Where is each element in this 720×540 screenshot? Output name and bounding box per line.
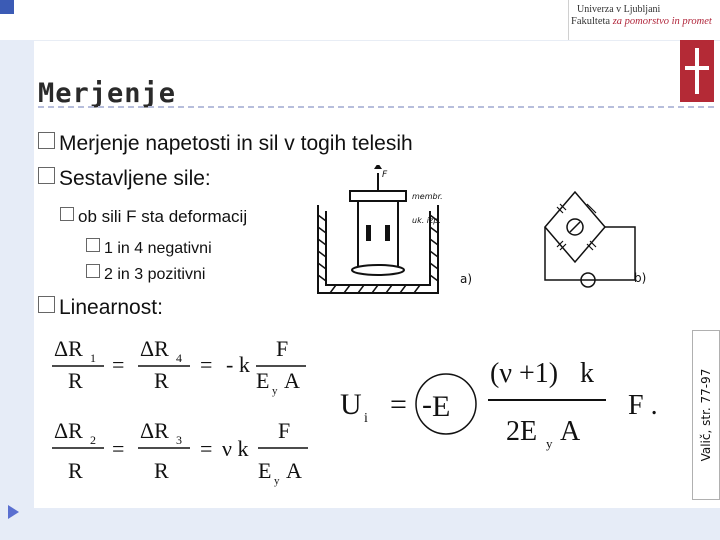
- slide-title: Merjenje: [38, 78, 177, 109]
- diagram-label-a: a): [460, 272, 473, 286]
- f2-r: R: [68, 458, 83, 483]
- bullet-box-icon: [38, 296, 55, 313]
- f2-r2: R: [154, 458, 169, 483]
- formula-1: [52, 336, 306, 397]
- sub-sub-bullet-2: [86, 264, 205, 284]
- f2-y: y: [274, 475, 280, 487]
- svg-text:=: =: [112, 436, 125, 461]
- formula-2: [52, 418, 308, 487]
- f1-a: A: [284, 368, 300, 393]
- bullet-3-text: Linearnost:: [59, 296, 163, 319]
- bullet-3: [38, 296, 163, 320]
- svg-text:-: -: [422, 388, 432, 421]
- diagram-label-b: b): [634, 271, 647, 285]
- bridge-circuit-diagram: [530, 182, 680, 294]
- f1-r: R: [68, 368, 83, 393]
- bullet-2: [38, 167, 211, 191]
- f3-i: i: [364, 411, 368, 426]
- faculty-name-italic: za pomorstvo in promet: [612, 16, 712, 27]
- f2-sub3: 3: [176, 433, 182, 447]
- sub-bullet-1-text: ob sili F sta deformacij: [78, 207, 248, 226]
- bullet-box-icon: [86, 264, 100, 278]
- f2-sub: 2: [90, 433, 96, 447]
- f3-2e: 2E: [506, 416, 538, 447]
- sub-sub-bullet-2-text: 2 in 3 pozitivni: [104, 266, 206, 283]
- source-reference: [692, 330, 720, 500]
- formula-3: [340, 358, 658, 451]
- f2-e: E: [258, 458, 272, 483]
- f1-e: E: [256, 368, 270, 393]
- f3-nu-plus-1: (ν +1): [490, 358, 559, 389]
- university-name: Univerza v Ljubljani: [577, 4, 661, 15]
- f1-sub: 1: [90, 351, 96, 365]
- f1-sub4: 4: [176, 351, 182, 365]
- source-reference-text: Valič, str. 77-97: [699, 368, 713, 462]
- sub-bullet-1: [60, 207, 247, 227]
- f1-delta-r4: ΔR: [140, 336, 169, 361]
- bullet-box-icon: [38, 167, 55, 184]
- diagram-note-2: uk. izp.: [412, 216, 441, 225]
- svg-text:=: =: [112, 352, 125, 377]
- f1-y: y: [272, 385, 278, 397]
- faculty-prefix: Fakulteta: [571, 16, 611, 27]
- f3-e: E: [432, 390, 451, 423]
- bullet-box-icon: [38, 132, 55, 149]
- f2-delta-r: ΔR: [54, 418, 83, 443]
- f1-delta-r: ΔR: [54, 336, 83, 361]
- f1-minus-k: - k: [226, 352, 250, 377]
- load-cell-diagram: [300, 165, 480, 300]
- bullet-1-text: Merjenje napetosti in sil v togih telesih: [59, 132, 413, 155]
- next-slide-arrow-icon[interactable]: [8, 505, 19, 519]
- diagram-note-1: membr.: [412, 192, 443, 201]
- f3-f: F .: [628, 390, 658, 421]
- bullet-2-text: Sestavljene sile:: [59, 167, 211, 190]
- f2-nu-k: ν k: [222, 436, 249, 461]
- f2-f: F: [278, 418, 291, 443]
- bottom-bar: [0, 508, 720, 540]
- faculty-name: [571, 16, 712, 27]
- f2-delta-r3: ΔR: [140, 418, 169, 443]
- sub-sub-bullet-1: [86, 238, 212, 258]
- faculty-crest-icon: [680, 40, 714, 102]
- f3-u: U: [340, 388, 362, 421]
- f2-a: A: [286, 458, 302, 483]
- bullet-1: [38, 132, 413, 156]
- bullet-box-icon: [86, 238, 100, 252]
- university-logo: [568, 0, 720, 40]
- title-divider: [38, 106, 714, 108]
- force-label: F: [382, 170, 388, 180]
- f3-a: A: [560, 416, 581, 447]
- bullet-box-icon: [60, 207, 74, 221]
- corner-mark: [0, 0, 14, 14]
- f1-r2: R: [154, 368, 169, 393]
- svg-text:=: =: [200, 352, 213, 377]
- left-rail: [0, 40, 34, 540]
- f1-f: F: [276, 336, 289, 361]
- f3-y: y: [546, 436, 553, 451]
- svg-text:=: =: [200, 436, 213, 461]
- formulas: [40, 330, 680, 495]
- sub-sub-bullet-1-text: 1 in 4 negativni: [104, 240, 212, 257]
- f3-k: k: [580, 358, 594, 389]
- svg-text:=: =: [390, 388, 407, 421]
